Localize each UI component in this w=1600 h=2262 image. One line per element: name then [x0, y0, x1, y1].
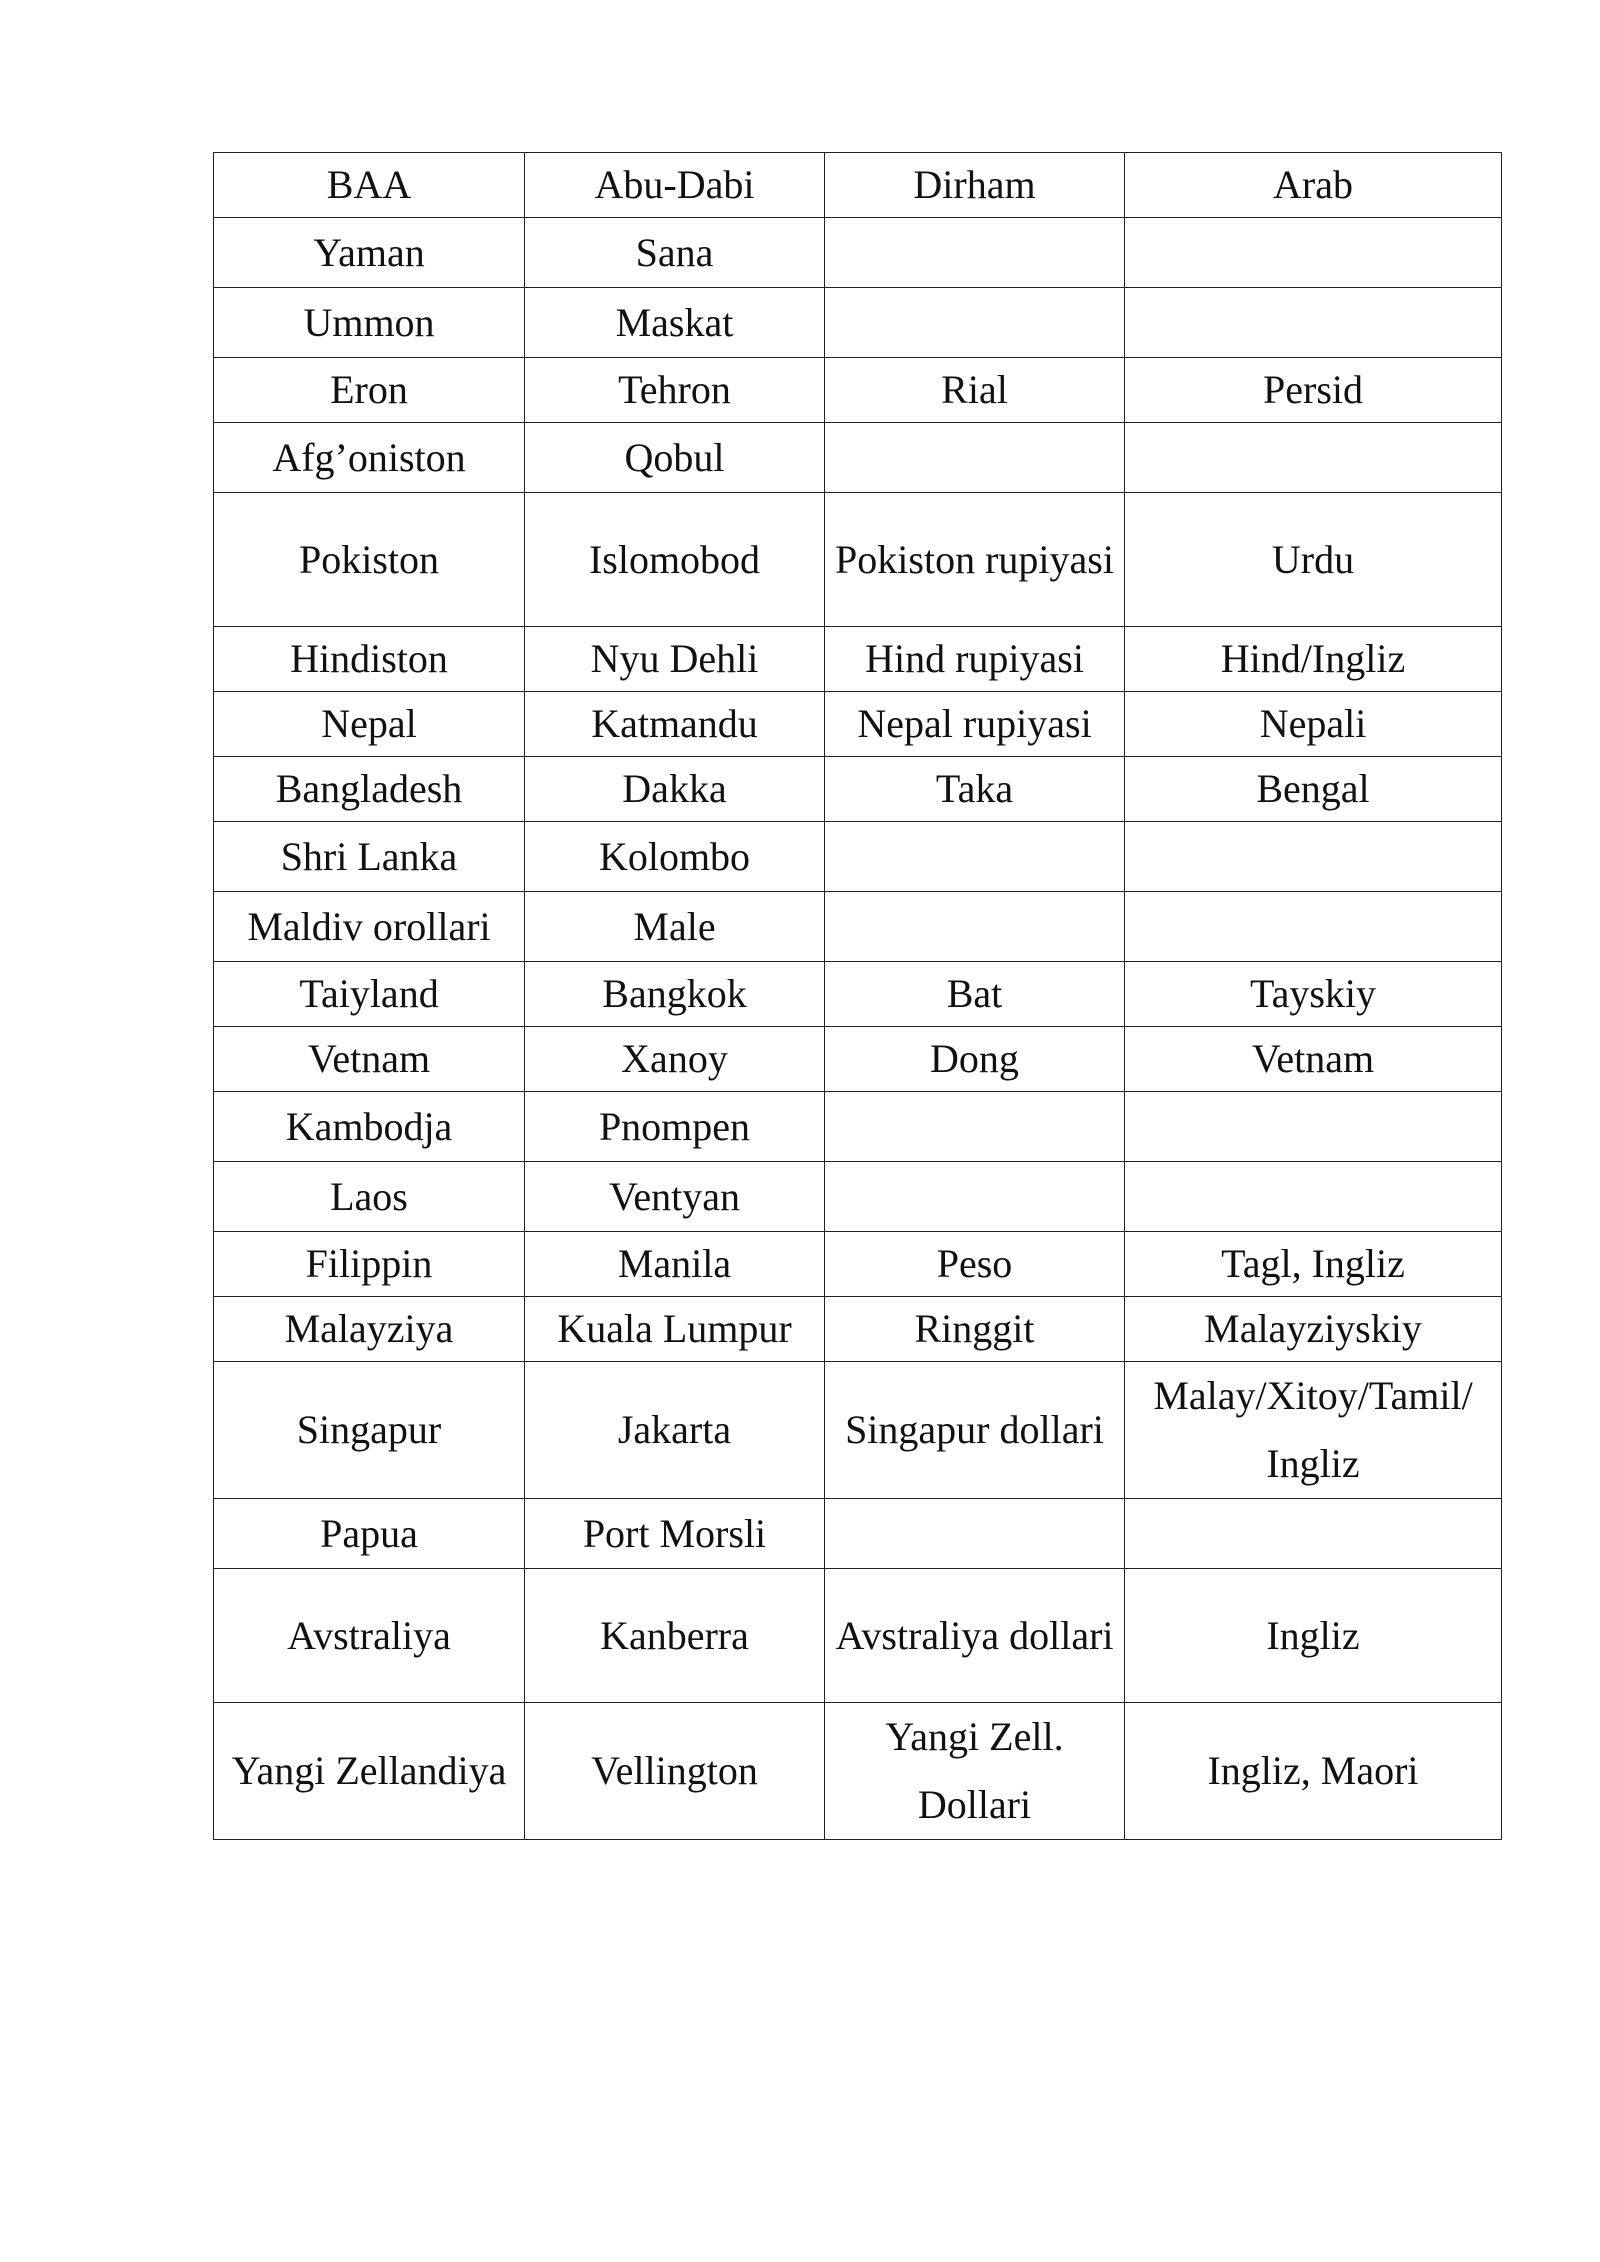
language-cell: Vetnam — [1125, 1027, 1502, 1092]
table-row — [214, 757, 1502, 822]
language-cell — [1125, 218, 1502, 288]
countries-table — [213, 152, 1502, 1840]
capital-cell: Kuala Lumpur — [525, 1297, 825, 1362]
language-cell: Tagl, Ingliz — [1125, 1232, 1502, 1297]
table-row — [214, 1027, 1502, 1092]
table-row — [214, 358, 1502, 423]
currency-cell: Dong — [825, 1027, 1125, 1092]
country-cell: Taiyland — [214, 962, 525, 1027]
country-cell: Nepal — [214, 692, 525, 757]
country-cell: Laos — [214, 1162, 525, 1232]
table-row — [214, 1297, 1502, 1362]
table-row — [214, 962, 1502, 1027]
currency-cell: Nepal rupiyasi — [825, 692, 1125, 757]
country-cell: Afg’oniston — [214, 423, 525, 493]
capital-cell: Katmandu — [525, 692, 825, 757]
language-cell: Hind/Ingliz — [1125, 627, 1502, 692]
table-row — [214, 892, 1502, 962]
country-cell: Avstraliya — [214, 1569, 525, 1703]
country-cell: Shri Lanka — [214, 822, 525, 892]
country-cell: Eron — [214, 358, 525, 423]
capital-cell: Abu-Dabi — [525, 153, 825, 218]
table-row — [214, 218, 1502, 288]
table-row — [214, 627, 1502, 692]
language-cell — [1125, 1092, 1502, 1162]
table-row — [214, 692, 1502, 757]
country-cell: Yangi Zellandiya — [214, 1703, 525, 1840]
currency-cell: Avstraliya dollari — [825, 1569, 1125, 1703]
country-cell: Papua — [214, 1499, 525, 1569]
currency-cell — [825, 1499, 1125, 1569]
language-cell: Bengal — [1125, 757, 1502, 822]
table-row — [214, 153, 1502, 218]
table-row — [214, 1162, 1502, 1232]
country-cell: Malayziya — [214, 1297, 525, 1362]
table-body — [214, 153, 1502, 1840]
currency-cell: Pokiston rupiyasi — [825, 493, 1125, 627]
capital-cell: Qobul — [525, 423, 825, 493]
capital-cell: Ventyan — [525, 1162, 825, 1232]
capital-cell: Port Morsli — [525, 1499, 825, 1569]
currency-cell — [825, 423, 1125, 493]
capital-cell: Islomobod — [525, 493, 825, 627]
country-cell: Filippin — [214, 1232, 525, 1297]
capital-cell: Xanoy — [525, 1027, 825, 1092]
table-row — [214, 493, 1502, 627]
language-cell: Malay/Xitoy/Tamil/ Ingliz — [1125, 1362, 1502, 1499]
language-cell: Persid — [1125, 358, 1502, 423]
currency-cell: Rial — [825, 358, 1125, 423]
capital-cell: Bangkok — [525, 962, 825, 1027]
language-cell: Malayziyskiy — [1125, 1297, 1502, 1362]
language-cell — [1125, 423, 1502, 493]
currency-cell — [825, 1092, 1125, 1162]
currency-cell — [825, 218, 1125, 288]
language-cell — [1125, 1162, 1502, 1232]
country-cell: Bangladesh — [214, 757, 525, 822]
table-row — [214, 1362, 1502, 1499]
language-cell: Nepali — [1125, 692, 1502, 757]
table-row — [214, 1232, 1502, 1297]
capital-cell: Nyu Dehli — [525, 627, 825, 692]
capital-cell: Maskat — [525, 288, 825, 358]
table-row — [214, 822, 1502, 892]
country-cell: Yaman — [214, 218, 525, 288]
capital-cell: Tehron — [525, 358, 825, 423]
capital-cell: Manila — [525, 1232, 825, 1297]
language-cell — [1125, 822, 1502, 892]
currency-cell: Singapur dollari — [825, 1362, 1125, 1499]
currency-cell — [825, 288, 1125, 358]
currency-cell: Yangi Zell. Dollari — [825, 1703, 1125, 1840]
table-row — [214, 1092, 1502, 1162]
capital-cell: Pnompen — [525, 1092, 825, 1162]
language-cell: Urdu — [1125, 493, 1502, 627]
country-cell: Singapur — [214, 1362, 525, 1499]
table-row — [214, 1499, 1502, 1569]
capital-cell: Vellington — [525, 1703, 825, 1840]
table-row — [214, 1703, 1502, 1840]
country-cell: BAA — [214, 153, 525, 218]
country-cell: Hindiston — [214, 627, 525, 692]
country-cell: Ummon — [214, 288, 525, 358]
country-cell: Kambodja — [214, 1092, 525, 1162]
capital-cell: Kanberra — [525, 1569, 825, 1703]
language-cell — [1125, 288, 1502, 358]
language-cell: Tayskiy — [1125, 962, 1502, 1027]
currency-cell: Ringgit — [825, 1297, 1125, 1362]
country-cell: Pokiston — [214, 493, 525, 627]
language-cell: Ingliz, Maori — [1125, 1703, 1502, 1840]
capital-cell: Jakarta — [525, 1362, 825, 1499]
table-row — [214, 1569, 1502, 1703]
currency-cell: Hind rupiyasi — [825, 627, 1125, 692]
currency-cell — [825, 822, 1125, 892]
capital-cell: Dakka — [525, 757, 825, 822]
capital-cell: Male — [525, 892, 825, 962]
language-cell: Arab — [1125, 153, 1502, 218]
currency-cell: Dirham — [825, 153, 1125, 218]
table-row — [214, 288, 1502, 358]
currency-cell — [825, 1162, 1125, 1232]
table-row — [214, 423, 1502, 493]
language-cell: Ingliz — [1125, 1569, 1502, 1703]
language-cell — [1125, 1499, 1502, 1569]
currency-cell: Taka — [825, 757, 1125, 822]
capital-cell: Kolombo — [525, 822, 825, 892]
currency-cell: Bat — [825, 962, 1125, 1027]
currency-cell — [825, 892, 1125, 962]
currency-cell: Peso — [825, 1232, 1125, 1297]
country-cell: Vetnam — [214, 1027, 525, 1092]
country-cell: Maldiv orollari — [214, 892, 525, 962]
capital-cell: Sana — [525, 218, 825, 288]
language-cell — [1125, 892, 1502, 962]
